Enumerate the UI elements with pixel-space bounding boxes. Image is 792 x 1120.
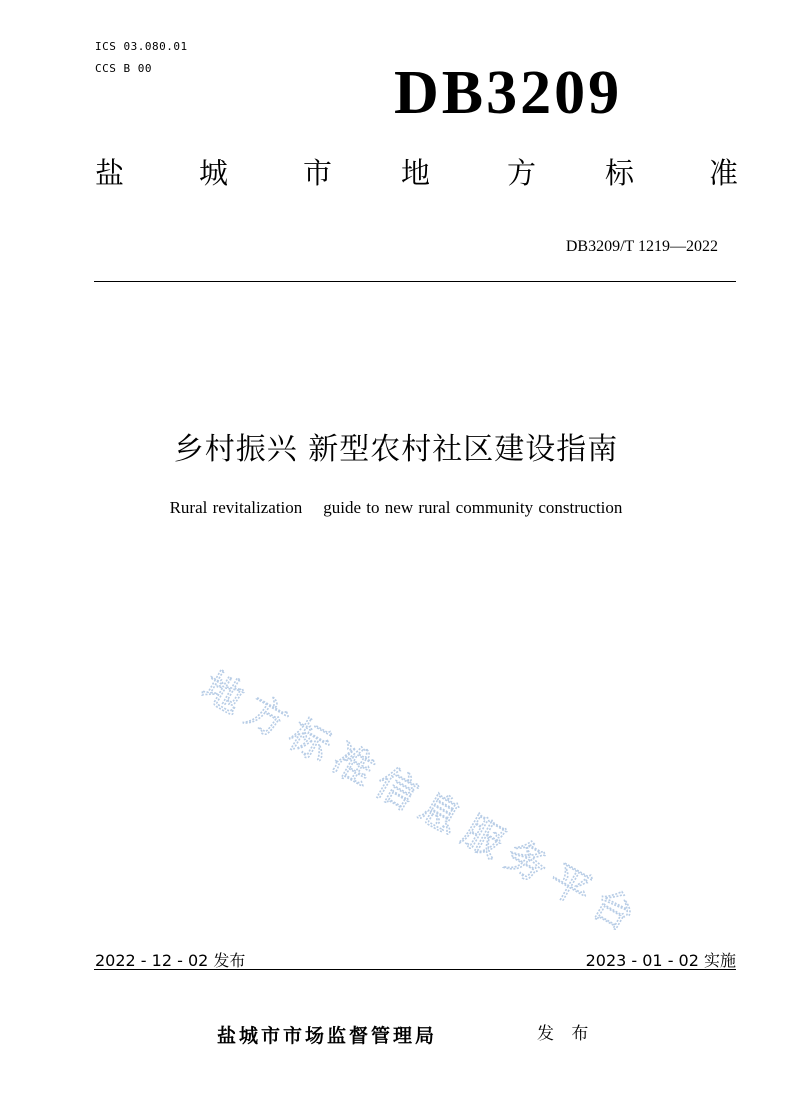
standard-type-title (95, 155, 741, 195)
standard-type-char: 盐 (95, 156, 125, 190)
standard-type-char: 方 (507, 156, 537, 190)
watermark-char: 平 (540, 856, 599, 917)
document-title-zh: 乡村振兴 新型农村社区建设指南 (173, 432, 619, 467)
standard-type-char: 地 (401, 156, 431, 190)
issue-label: 发 布 (537, 1024, 595, 1044)
standard-type-char: 标 (605, 156, 635, 190)
footer-divider (94, 969, 736, 970)
implementation-date: 2023 - 01 - 02 实施 (585, 951, 736, 970)
watermark-char: 标 (280, 711, 339, 772)
watermark-char: 地 (194, 663, 252, 724)
standard-type-char: 市 (303, 156, 333, 190)
watermark-char: 务 (497, 832, 556, 892)
db-logo: DB3209 (394, 59, 623, 127)
watermark-char: 息 (410, 783, 469, 844)
watermark-char: 准 (324, 735, 382, 796)
watermark-char: 台 (584, 880, 642, 941)
issue-date: 2022 - 12 - 02 发布 (95, 951, 246, 970)
document-title-en: Rural revitalization guide to new rural community construction (169, 498, 623, 517)
ccs-code: CCS B 00 (95, 62, 152, 75)
issuing-authority: 盐城市市场监督管理局 (217, 1025, 438, 1047)
ics-code: ICS 03.080.01 (95, 40, 188, 53)
standard-type-char: 准 (709, 156, 739, 190)
watermark-char: 方 (237, 687, 296, 748)
header-divider (94, 281, 736, 282)
watermark-char: 服 (454, 808, 512, 868)
standard-code: DB3209/T 1219—2022 (565, 238, 718, 255)
watermark-char: 信 (367, 759, 426, 820)
standard-type-char: 城 (199, 156, 229, 190)
